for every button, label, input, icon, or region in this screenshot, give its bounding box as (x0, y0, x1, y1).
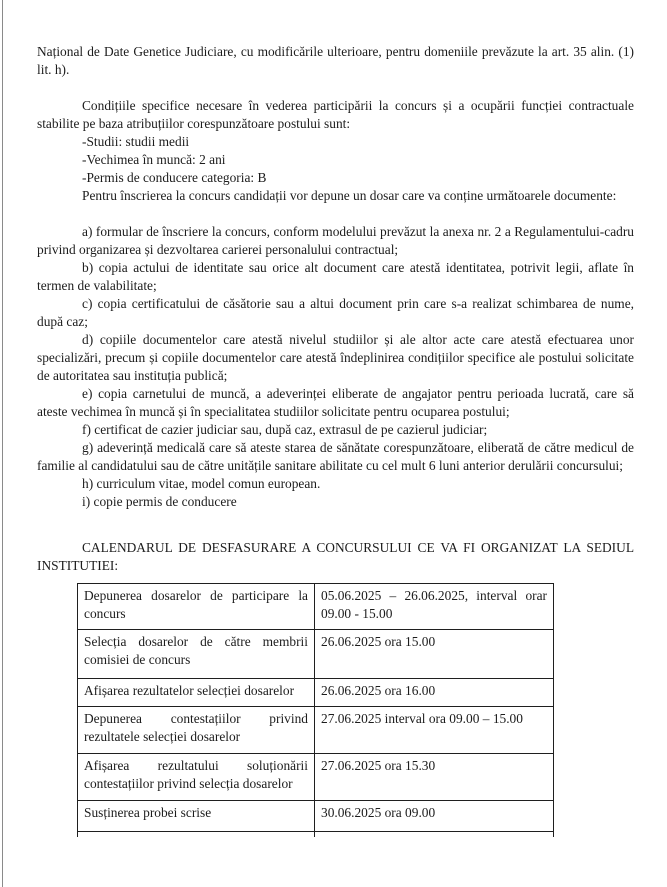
time-cell: 26.06.2025 ora 15.00 (315, 630, 554, 679)
activity-cell: Depunerea contestațiilor privind rezultatele selecției dosarelor (78, 707, 315, 754)
time-cell: 27.06.2025 ora 15.30 (315, 754, 554, 801)
calendar-table (77, 583, 554, 837)
enrollment-intro-paragraph: Pentru înscrierea la concurs candidații vor depune un dosar care va conține următoarele documente: (82, 188, 617, 203)
activity-cell: Depunerea dosarelor de participare la concurs (78, 584, 315, 630)
document-item-b: b) copia actului de identitate sau orice alt document care atestă identitatea, potrivit legii, aflate în termen de valabilitate; (37, 260, 634, 293)
document-item-g: g) adeverință medicală care să ateste starea de sănătate corespunzătoare, eliberată de către medicul de familie al candidatului sau de către unitățile sanitare abilitate cu cel mult 6 luni anterior derulării concursului; (37, 440, 634, 473)
time-cell: 05.06.2025 – 26.06.2025, interval orar 09.00 - 15.00 (315, 584, 554, 630)
table-row (78, 630, 554, 679)
activity-cell: Selecția dosarelor de către membrii comisiei de concurs (78, 630, 315, 679)
condition-item-driving-license: -Permis de conducere categoria: B (82, 170, 267, 185)
activity-cell (78, 832, 315, 838)
table-row-cutoff (78, 832, 554, 838)
scan-edge-line (2, 0, 3, 887)
document-item-f: f) certificat de cazier judiciar sau, după caz, extrasul de pe cazierul judiciar; (82, 422, 488, 437)
time-cell: 30.06.2025 ora 09.00 (315, 801, 554, 832)
time-cell (315, 832, 554, 838)
conditions-intro-paragraph: Condițiile specifice necesare în vederea participării la concurs și a ocupării funcției contractuale stabilite pe baza atribuțiilor corespunzătoare postului sunt: (37, 98, 634, 131)
document-item-i: i) copie permis de conducere (82, 494, 237, 509)
document-item-e: e) copia carnetului de muncă, a adeverinței eliberate de angajator pentru perioada lucrată, care să ateste vechimea în muncă și în specialitatea studiilor solicitate pentru ocuparea postului; (37, 386, 634, 419)
activity-cell: Afișarea rezultatelor selecției dosarelor (78, 679, 315, 707)
intro-paragraph: Național de Date Genetice Judiciare, cu modificările ulterioare, pentru domeniile prevăzute la art. 35 alin. (1) lit. h). (37, 44, 634, 77)
activity-cell: Susținerea probei scrise (78, 801, 315, 832)
time-cell: 27.06.2025 interval ora 09.00 – 15.00 (315, 707, 554, 754)
activity-cell: Afișarea rezultatului soluționării contestațiilor privind selecția dosarelor (78, 754, 315, 801)
table-row (78, 707, 554, 754)
condition-item-studies: -Studii: studii medii (82, 134, 190, 149)
calendar-heading: CALENDARUL DE DESFASURARE A CONCURSULUI CE VA FI ORGANIZAT LA SEDIUL INSTITUTIEI: (37, 540, 634, 573)
table-row (78, 679, 554, 707)
condition-item-seniority: -Vechimea în muncă: 2 ani (82, 152, 226, 167)
document-item-h: h) curriculum vitae, model comun european. (82, 476, 321, 491)
table-row (78, 801, 554, 832)
documents-list (37, 223, 634, 511)
document-content (37, 0, 634, 837)
time-cell: 26.06.2025 ora 16.00 (315, 679, 554, 707)
conditions-list (37, 133, 634, 187)
document-item-a: a) formular de înscriere la concurs, conform modelului prevăzut la anexa nr. 2 a Regulamentului-cadru privind organizarea și dezvoltarea carierei personalului contractual; (37, 224, 634, 257)
document-item-d: d) copiile documentelor care atestă nivelul studiilor și ale altor acte care atestă efectuarea unor specializări, precum și copiile documentelor care atestă îndeplinirea condițiilor specifice ale postului solicitate de autoritatea sau instituția publică; (37, 332, 634, 383)
table-row (78, 584, 554, 630)
document-item-c: c) copia certificatului de căsătorie sau a altui document prin care s-a realizat schimbarea de nume, după caz; (37, 296, 634, 329)
table-row (78, 754, 554, 801)
